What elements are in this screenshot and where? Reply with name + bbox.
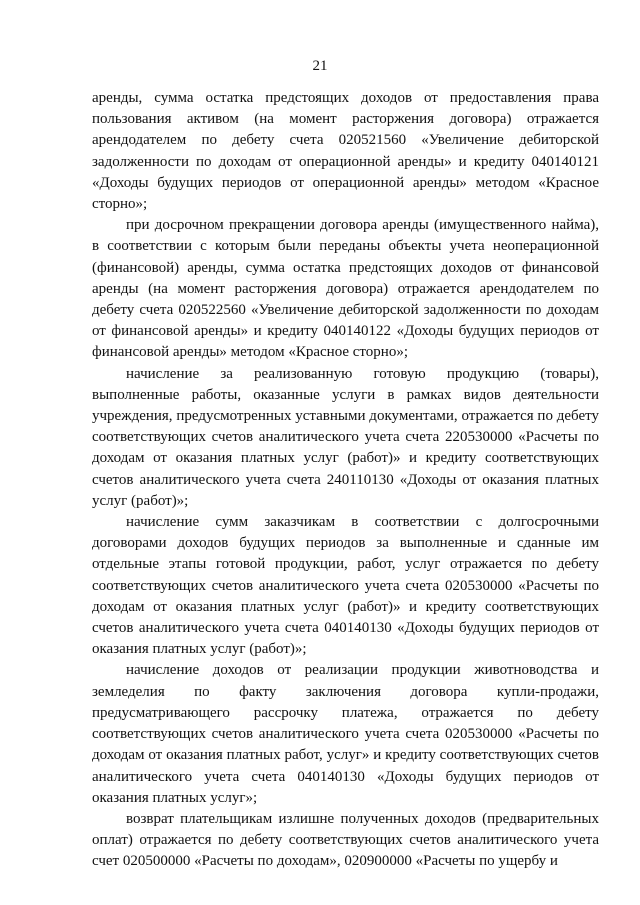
paragraph-1: аренды, сумма остатка предстоящих доходов от предоставления права пользования активом (на момент расторжения договора) отражается арендодателем по дебету счета 020521560 «Увеличение дебиторской задолженности по доходам от операционной аренды» и кредиту 040140121 «Доходы будущих периодов от операционной аренды» методом «Красное сторно»; xyxy=(92,90,599,213)
page-number: 21 xyxy=(312,58,328,74)
paragraph-3: начисление за реализованную готовую продукцию (товары), выполненные работы, оказанные услуги в рамках видов деятельности учреждения, предусмотренных уставными документами, отражается по дебету соответствующих счетов аналитического учета счета 220530000 «Расчеты по доходам от оказания платных услуг (работ)» и кредиту соответствующих счетов аналитического учета счета 240110130 «Доходы от оказания платных услуг (работ)»; xyxy=(92,365,599,509)
document-body xyxy=(92,88,599,873)
paragraph-4: начисление сумм заказчикам в соответствии с долгосрочными договорами доходов будущих периодов за выполненные и сданные им отдельные этапы готовой продукции, работ, услуг отражается по дебету соответствующих счетов аналитического учета счета 020530000 «Расчеты по доходам от оказания платных услуг (работ)» и кредиту соответствующих счетов аналитического учета счета 040140130 «Доходы будущих периодов от оказания платных услуг (работ)»; xyxy=(92,514,599,658)
paragraph-2: при досрочном прекращении договора аренды (имущественного найма), в соответствии с которым были переданы объекты учета неоперационной (финансовой) аренды, сумма остатка предстоящих доходов от финансовой аренды (на момент расторжения договора) отражается арендодателем по дебету счета 020522560 «Увеличение дебиторской задолженности по доходам от финансовой аренды» и кредиту 040140122 «Доходы будущих периодов от финансовой аренды» методом «Красное сторно»; xyxy=(92,217,599,361)
paragraph-6: возврат плательщикам излишне полученных доходов (предварительных оплат) отражается по дебету соответствующих счетов аналитического учета счет 020500000 «Расчеты по доходам», 020900000 «Расчеты по ущербу и xyxy=(92,810,599,870)
paragraph-5: начисление доходов от реализации продукции животноводства и земледелия по факту заключения договора купли-продажи, предусматривающего рассрочку платежа, отражается по дебету соответствующих счетов аналитического учета счета 020530000 «Расчеты по доходам от оказания платных работ, услуг» и кредиту соответствующих счетов аналитического учета счета 040140130 «Доходы будущих периодов от оказания платных услуг»; xyxy=(92,662,599,806)
